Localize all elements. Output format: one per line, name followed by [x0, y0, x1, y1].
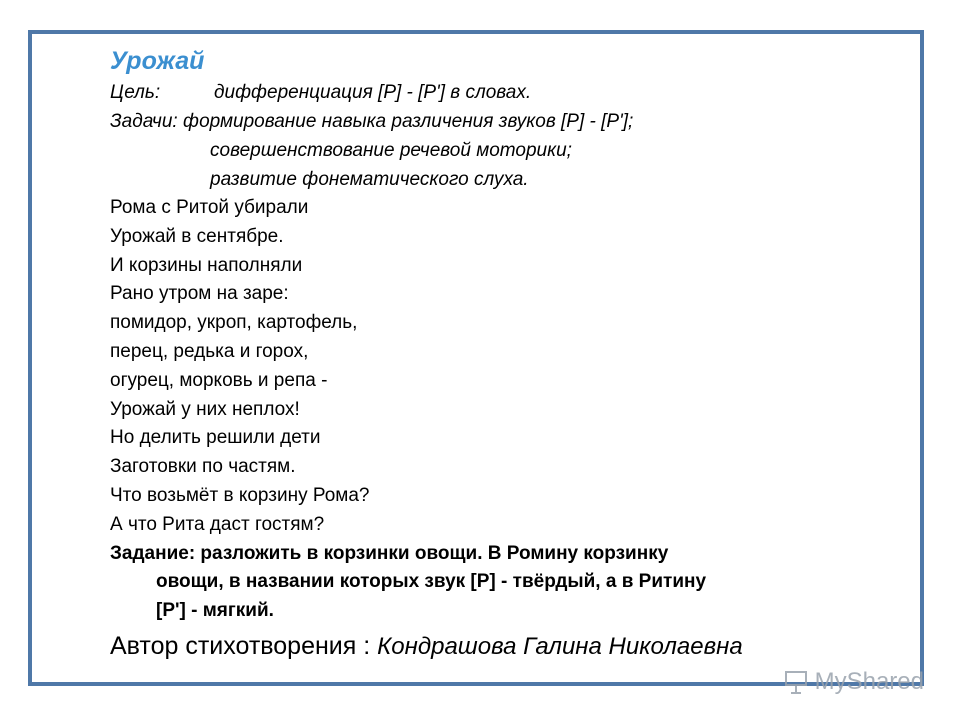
poem-line: И корзины наполняли [110, 254, 303, 276]
author-label: Автор стихотворения : [110, 632, 371, 661]
poem-line: огурец, морковь и репа - [110, 369, 328, 391]
task-item: совершенствование речевой моторики; [210, 140, 572, 161]
goal-text: дифференциация [Р] - [Р'] в словах. [214, 82, 532, 103]
watermark [783, 668, 924, 696]
watermark-text: MyShared [814, 668, 924, 695]
poem-line: Но делить решили дети [110, 427, 321, 449]
tasks-label: Задачи: [110, 111, 178, 132]
poem-line: Заготовки по частям. [110, 456, 296, 478]
presentation-icon [783, 669, 809, 695]
goal-label: Цель: [110, 82, 161, 103]
poem-line: перец, редька и горох, [110, 340, 309, 362]
poem-line: Урожай у них неплох! [110, 398, 300, 420]
tasks-row [110, 107, 930, 136]
poem-line: Рано утром на заре: [110, 283, 289, 305]
task-item: формирование навыка различения звуков [Р] - [Р']; [183, 111, 634, 132]
assignment [110, 540, 930, 626]
slide-content [110, 44, 930, 664]
poem [110, 194, 930, 540]
poem-line: А что Рита даст гостям? [110, 513, 325, 535]
poem-line: помидор, укроп, картофель, [110, 312, 358, 334]
author-line [110, 628, 930, 664]
slide-title: Урожай [110, 47, 205, 75]
author-name: Кондрашова Галина Николаевна [377, 633, 743, 661]
poem-line: Что возьмёт в корзину Рома? [110, 484, 370, 506]
task-item: развитие фонематического слуха. [210, 169, 529, 190]
assignment-line: овощи, в названии которых звук [Р] - твёрдый, а в Ритину [156, 571, 707, 593]
assignment-line: [Р'] - мягкий. [156, 599, 274, 621]
poem-line: Урожай в сентябре. [110, 225, 284, 247]
poem-line: Рома с Ритой убирали [110, 197, 309, 218]
goal-row [110, 78, 930, 107]
assignment-line: Задание: разложить в корзинки овощи. В Ромину корзинку [110, 542, 669, 564]
